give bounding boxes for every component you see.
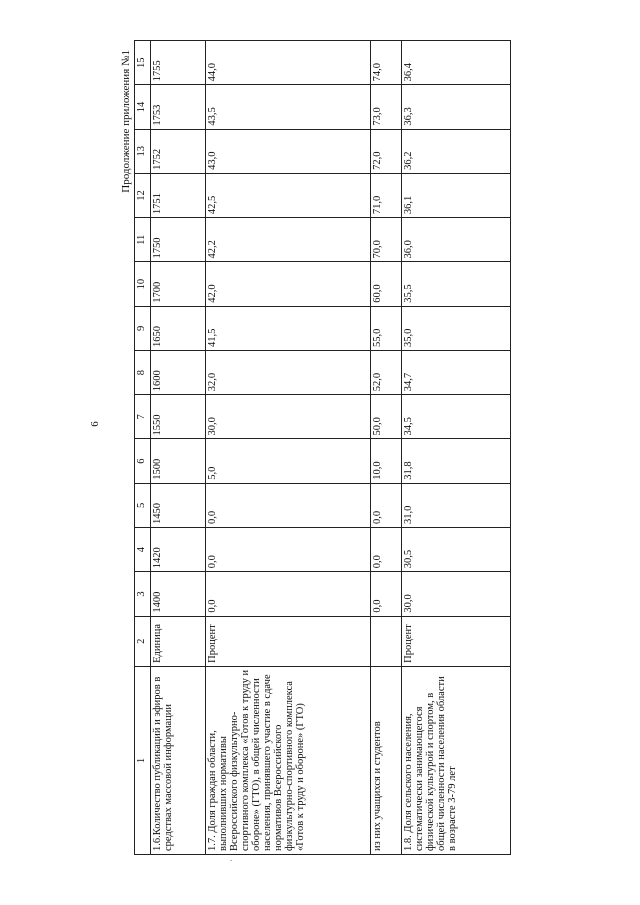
value-cell: 74,0 bbox=[371, 41, 402, 85]
value-cell: 32,0 bbox=[206, 350, 371, 394]
value-cell: 34,7 bbox=[402, 350, 511, 394]
value-cell: 35,0 bbox=[402, 306, 511, 350]
column-number: 15 bbox=[135, 41, 151, 85]
table-row bbox=[402, 41, 511, 855]
value-cell: 1500 bbox=[151, 439, 206, 483]
column-number-row bbox=[135, 41, 151, 855]
indicator-label: 1.7. Доля граждан области, выполнивших нормативы Всероссийского физкультурно-спортивного комплекса «Готов к труду и обороне» (ГТО), в общей численности населения, принявшего участие в сдаче нормативов Всероссийского физкультурно-спортивного комплекса «Готов к труду и обороне» (ГТО) bbox=[206, 666, 371, 854]
value-cell: 0,0 bbox=[371, 483, 402, 527]
value-cell: 1752 bbox=[151, 129, 206, 173]
value-cell: 43,0 bbox=[206, 129, 371, 173]
value-cell: 36,4 bbox=[402, 41, 511, 85]
value-cell: 73,0 bbox=[371, 85, 402, 129]
unit-cell: Единица bbox=[151, 616, 206, 666]
value-cell: 1755 bbox=[151, 41, 206, 85]
value-cell: 72,0 bbox=[371, 129, 402, 173]
value-cell: 41,5 bbox=[206, 306, 371, 350]
value-cell: 10,0 bbox=[371, 439, 402, 483]
column-number: 2 bbox=[135, 616, 151, 666]
value-cell: 36,0 bbox=[402, 218, 511, 262]
value-cell: 30,5 bbox=[402, 528, 511, 572]
scan-speck: . bbox=[230, 853, 233, 863]
value-cell: 71,0 bbox=[371, 173, 402, 217]
indicator-label: из них учащихся и студентов bbox=[371, 666, 402, 854]
column-number: 14 bbox=[135, 85, 151, 129]
value-cell: 52,0 bbox=[371, 350, 402, 394]
value-cell: 31,0 bbox=[402, 483, 511, 527]
column-number: 8 bbox=[135, 350, 151, 394]
value-cell: 1550 bbox=[151, 395, 206, 439]
value-cell: 1751 bbox=[151, 173, 206, 217]
value-cell: 42,5 bbox=[206, 173, 371, 217]
column-number: 6 bbox=[135, 439, 151, 483]
value-cell: 35,5 bbox=[402, 262, 511, 306]
value-cell: 5,0 bbox=[206, 439, 371, 483]
table-row bbox=[206, 41, 371, 855]
value-cell: 34,5 bbox=[402, 395, 511, 439]
indicator-label: 1.6.Количество публикаций и эфиров в средствах массовой информации bbox=[151, 666, 206, 854]
value-cell: 0,0 bbox=[206, 483, 371, 527]
value-cell: 31,8 bbox=[402, 439, 511, 483]
value-cell: 36,1 bbox=[402, 173, 511, 217]
column-number: 13 bbox=[135, 129, 151, 173]
column-number: 3 bbox=[135, 572, 151, 616]
value-cell: 36,2 bbox=[402, 129, 511, 173]
continuation-note: Продолжение приложения №1 bbox=[120, 50, 132, 193]
page-number: 6 bbox=[88, 421, 101, 427]
column-number: 7 bbox=[135, 395, 151, 439]
value-cell: 0,0 bbox=[371, 528, 402, 572]
value-cell: 42,2 bbox=[206, 218, 371, 262]
value-cell: 1420 bbox=[151, 528, 206, 572]
value-cell: 36,3 bbox=[402, 85, 511, 129]
value-cell: 50,0 bbox=[371, 395, 402, 439]
value-cell: 0,0 bbox=[371, 572, 402, 616]
unit-cell: Процент bbox=[402, 616, 511, 666]
column-number: 4 bbox=[135, 528, 151, 572]
column-number: 9 bbox=[135, 306, 151, 350]
value-cell: 60,0 bbox=[371, 262, 402, 306]
value-cell: 30,0 bbox=[402, 572, 511, 616]
table-row bbox=[151, 41, 206, 855]
indicator-label: 1.8. Доля сельского населения, систематически занимающегося физической культурой и спортом, в общей численности населения области в возрасте 3-79 лет bbox=[402, 666, 511, 854]
value-cell: 0,0 bbox=[206, 528, 371, 572]
unit-cell: Процент bbox=[206, 616, 371, 666]
table-row bbox=[371, 41, 402, 855]
value-cell: 1650 bbox=[151, 306, 206, 350]
value-cell: 1400 bbox=[151, 572, 206, 616]
value-cell: 70,0 bbox=[371, 218, 402, 262]
value-cell: 30,0 bbox=[206, 395, 371, 439]
value-cell: 1750 bbox=[151, 218, 206, 262]
value-cell: 1753 bbox=[151, 85, 206, 129]
column-number: 11 bbox=[135, 218, 151, 262]
value-cell: 0,0 bbox=[206, 572, 371, 616]
value-cell: 1600 bbox=[151, 350, 206, 394]
column-number: 1 bbox=[135, 666, 151, 854]
column-number: 5 bbox=[135, 483, 151, 527]
value-cell: 55,0 bbox=[371, 306, 402, 350]
rotated-page-content bbox=[120, 40, 640, 855]
column-number: 10 bbox=[135, 262, 151, 306]
column-number: 12 bbox=[135, 173, 151, 217]
value-cell: 44,0 bbox=[206, 41, 371, 85]
value-cell: 1450 bbox=[151, 483, 206, 527]
value-cell: 43,5 bbox=[206, 85, 371, 129]
indicators-table bbox=[134, 40, 511, 855]
unit-cell bbox=[371, 616, 402, 666]
value-cell: 1700 bbox=[151, 262, 206, 306]
value-cell: 42,0 bbox=[206, 262, 371, 306]
